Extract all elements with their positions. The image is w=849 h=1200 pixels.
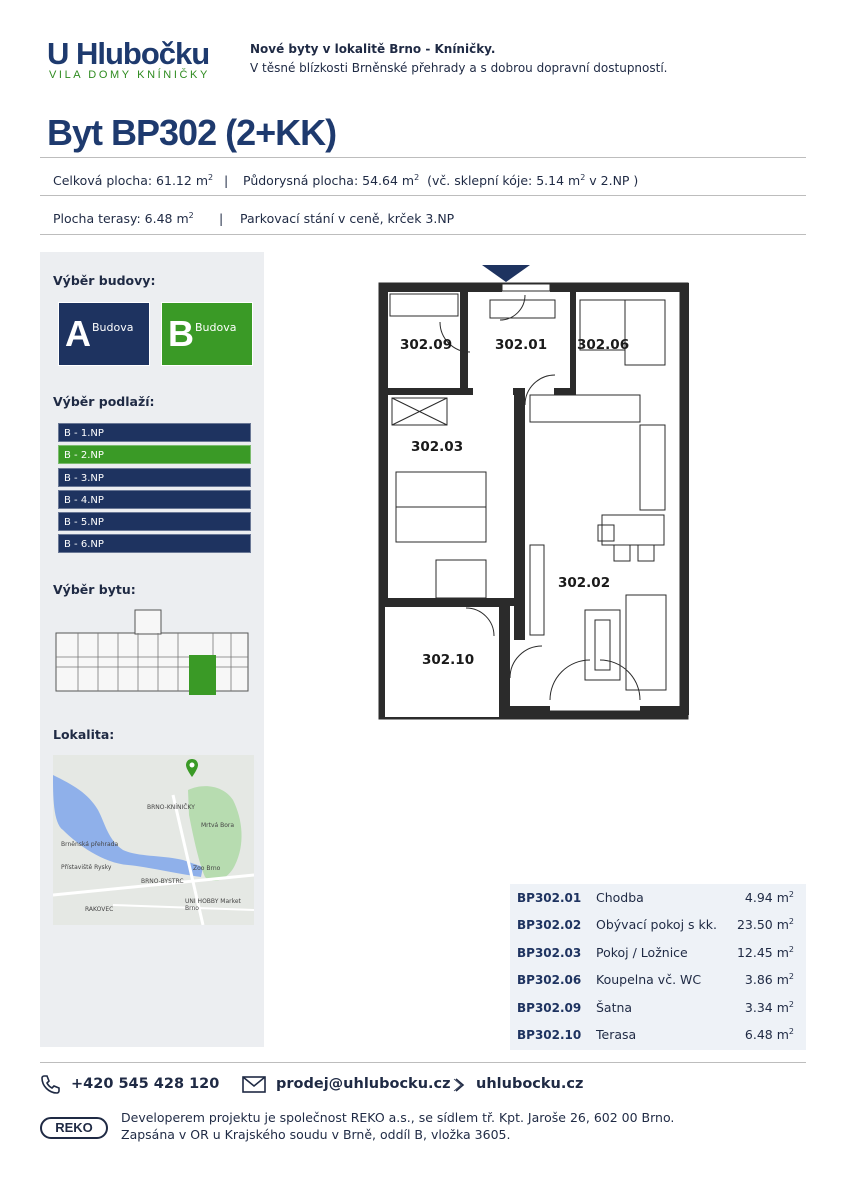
building-a-button[interactable] (58, 302, 150, 366)
separator: | (224, 173, 229, 188)
building-heading: Výběr budovy: (53, 273, 156, 288)
room-area: 3.34 $m^2$ (744, 1000, 794, 1016)
email-link[interactable]: prodej@uhlubocku.cz (276, 1076, 451, 1092)
room-label: 302.02 (558, 575, 611, 591)
room-area: 3.86 $m^2$ (744, 972, 794, 988)
room-label: 302.01 (495, 337, 548, 353)
floor-item[interactable]: B - 1.NP (58, 423, 251, 442)
map-label: BRNO-KNÍNIČKY (147, 804, 195, 811)
page-title: Byt BP302 (2+KK) (47, 112, 337, 153)
map-label: Brněnská přehrada (61, 841, 119, 848)
floor-mini-plan[interactable] (53, 605, 253, 697)
divider (40, 1062, 806, 1063)
total-area: Celková plocha: 61.12 $m^2$ (53, 173, 214, 189)
floor-area: Půdorysná plocha: 54.64 $m^2$ (vč. sklepní kóje: 5.14 $m^2$ v 2.NP ) (243, 173, 639, 189)
room-name: Pokoj / Ložnice (596, 945, 688, 960)
developer-logo: REKO (40, 1117, 108, 1139)
building-label: Budova (195, 321, 237, 334)
divider (40, 157, 806, 158)
map-label: BRNO-BYSTRC (141, 878, 184, 885)
entrance-marker-icon (482, 265, 530, 282)
room-area: 12.45 $m^2$ (736, 945, 794, 961)
location-map[interactable] (53, 755, 254, 925)
room-code: BP302.01 (517, 891, 582, 905)
building-letter: B (168, 313, 194, 354)
mail-icon (242, 1076, 266, 1094)
map-label: Mrtvá Bora (201, 822, 235, 829)
room-label: 302.03 (411, 439, 464, 455)
selected-unit[interactable] (189, 655, 216, 695)
floor-item[interactable]: B - 5.NP (58, 512, 251, 531)
rooms-table (510, 884, 806, 1050)
tagline-detail: V těsné blízkosti Brněnské přehrady a s dobrou dopravní dostupností. (250, 61, 668, 75)
room-area: 23.50 $m^2$ (736, 917, 794, 933)
divider (40, 234, 806, 235)
room-label: 302.10 (422, 652, 475, 668)
room-label: 302.06 (577, 337, 630, 353)
building-letter: A (65, 313, 91, 354)
room-code: BP302.09 (517, 1001, 582, 1015)
location-pin-icon (185, 758, 199, 778)
room-area: 4.94 $m^2$ (744, 890, 794, 906)
room-area: 6.48 $m^2$ (744, 1027, 794, 1043)
table-row (510, 912, 806, 939)
room-name: Koupelna vč. WC (596, 972, 702, 987)
table-row (510, 967, 806, 994)
developer-line: Zapsána v OR u Krajského soudu v Brně, oddíl B, vložka 3605. (121, 1127, 511, 1142)
room-code: BP302.06 (517, 973, 582, 987)
parking-info: Parkovací stání v ceně, krček 3.NP (240, 211, 455, 226)
floor-item[interactable]: B - 3.NP (58, 468, 251, 487)
floor-plan (370, 260, 690, 722)
room-code: BP302.03 (517, 946, 582, 960)
developer-info (121, 1109, 674, 1143)
table-row (510, 1022, 806, 1049)
floor-item[interactable]: B - 4.NP (58, 490, 251, 509)
map-label: RAKOVEC (85, 906, 114, 913)
room-name: Chodba (596, 890, 644, 905)
room-name: Obývací pokoj s kk. (596, 917, 717, 932)
room-code: BP302.02 (517, 918, 582, 932)
chevron-right-icon (453, 1077, 467, 1093)
unit-heading: Výběr bytu: (53, 582, 136, 597)
terrace-area: Plocha terasy: 6.48 $m^2$ (53, 211, 194, 227)
logo-title: U Hlubočku (47, 36, 210, 71)
logo-subtitle: VILA DOMY KNÍNIČKY (49, 69, 210, 81)
phone-icon (40, 1074, 60, 1094)
floor-item[interactable]: B - 6.NP (58, 534, 251, 553)
map-label: Zoo Brno (193, 865, 221, 872)
table-row (510, 995, 806, 1022)
building-b-button[interactable] (161, 302, 253, 366)
table-row (510, 885, 806, 912)
location-heading: Lokalita: (53, 727, 115, 742)
room-label: 302.09 (400, 337, 453, 353)
developer-line: Developerem projektu je společnost REKO a.s., se sídlem tř. Kpt. Jaroše 26, 602 00 Brno. (121, 1110, 675, 1125)
building-label: Budova (92, 321, 134, 334)
table-row (510, 940, 806, 967)
map-label: UNI HOBBY Market Brno (185, 898, 241, 912)
floor-heading: Výběr podlaží: (53, 394, 155, 409)
web-link[interactable]: uhlubocku.cz (476, 1076, 584, 1092)
map-label: Přístaviště Rysky (61, 864, 112, 871)
phone-number[interactable]: +420 545 428 120 (71, 1076, 220, 1092)
separator: | (219, 211, 224, 226)
tagline: Nové byty v lokalitě Brno - Kníničky. (250, 42, 496, 56)
room-name: Terasa (596, 1027, 637, 1042)
room-code: BP302.10 (517, 1028, 582, 1042)
room-name: Šatna (596, 1000, 633, 1015)
floor-item[interactable]: B - 2.NP (58, 445, 251, 464)
divider (40, 195, 806, 196)
